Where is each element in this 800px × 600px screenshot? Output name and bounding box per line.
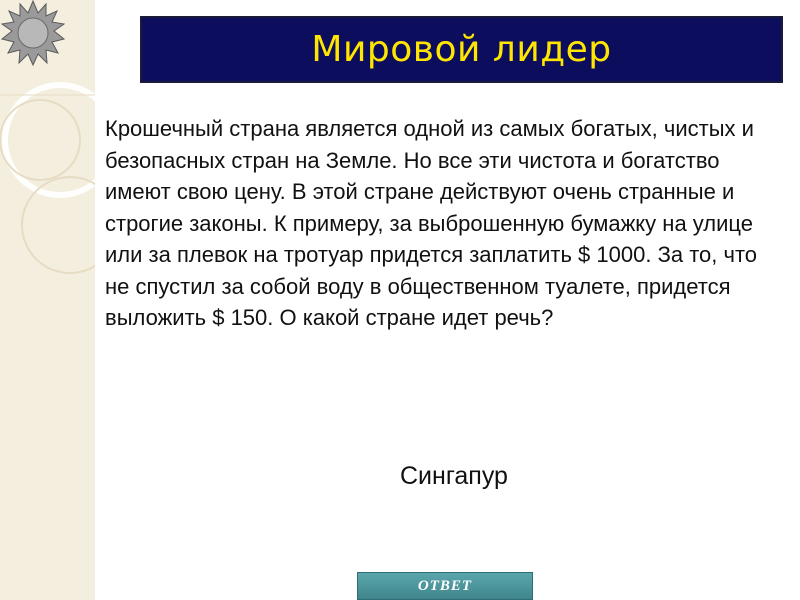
answer-button[interactable]: ОТВЕТ [357, 572, 533, 600]
answer-text: Сингапур [400, 462, 508, 490]
slide-title: Мировой лидер [311, 29, 612, 70]
decorative-circles [0, 0, 95, 600]
decorative-side-strip [0, 0, 95, 600]
sun-burst-icon [0, 0, 80, 80]
title-banner [140, 16, 783, 83]
question-text: Крошечный страна является одной из самых богатых, чистых и безопасных стран на Земле. Но все эти чистота и богатство имеют свою цену. В этой стране действуют очень странные и строгие законы. К примеру, за выброшенную бумажку на улице или за плевок на тротуар придется заплатить $ 1000. За то, что не спустил за собой воду в общественном туалете, придется выложить $ 150. О какой стране идет речь? [105, 116, 758, 330]
